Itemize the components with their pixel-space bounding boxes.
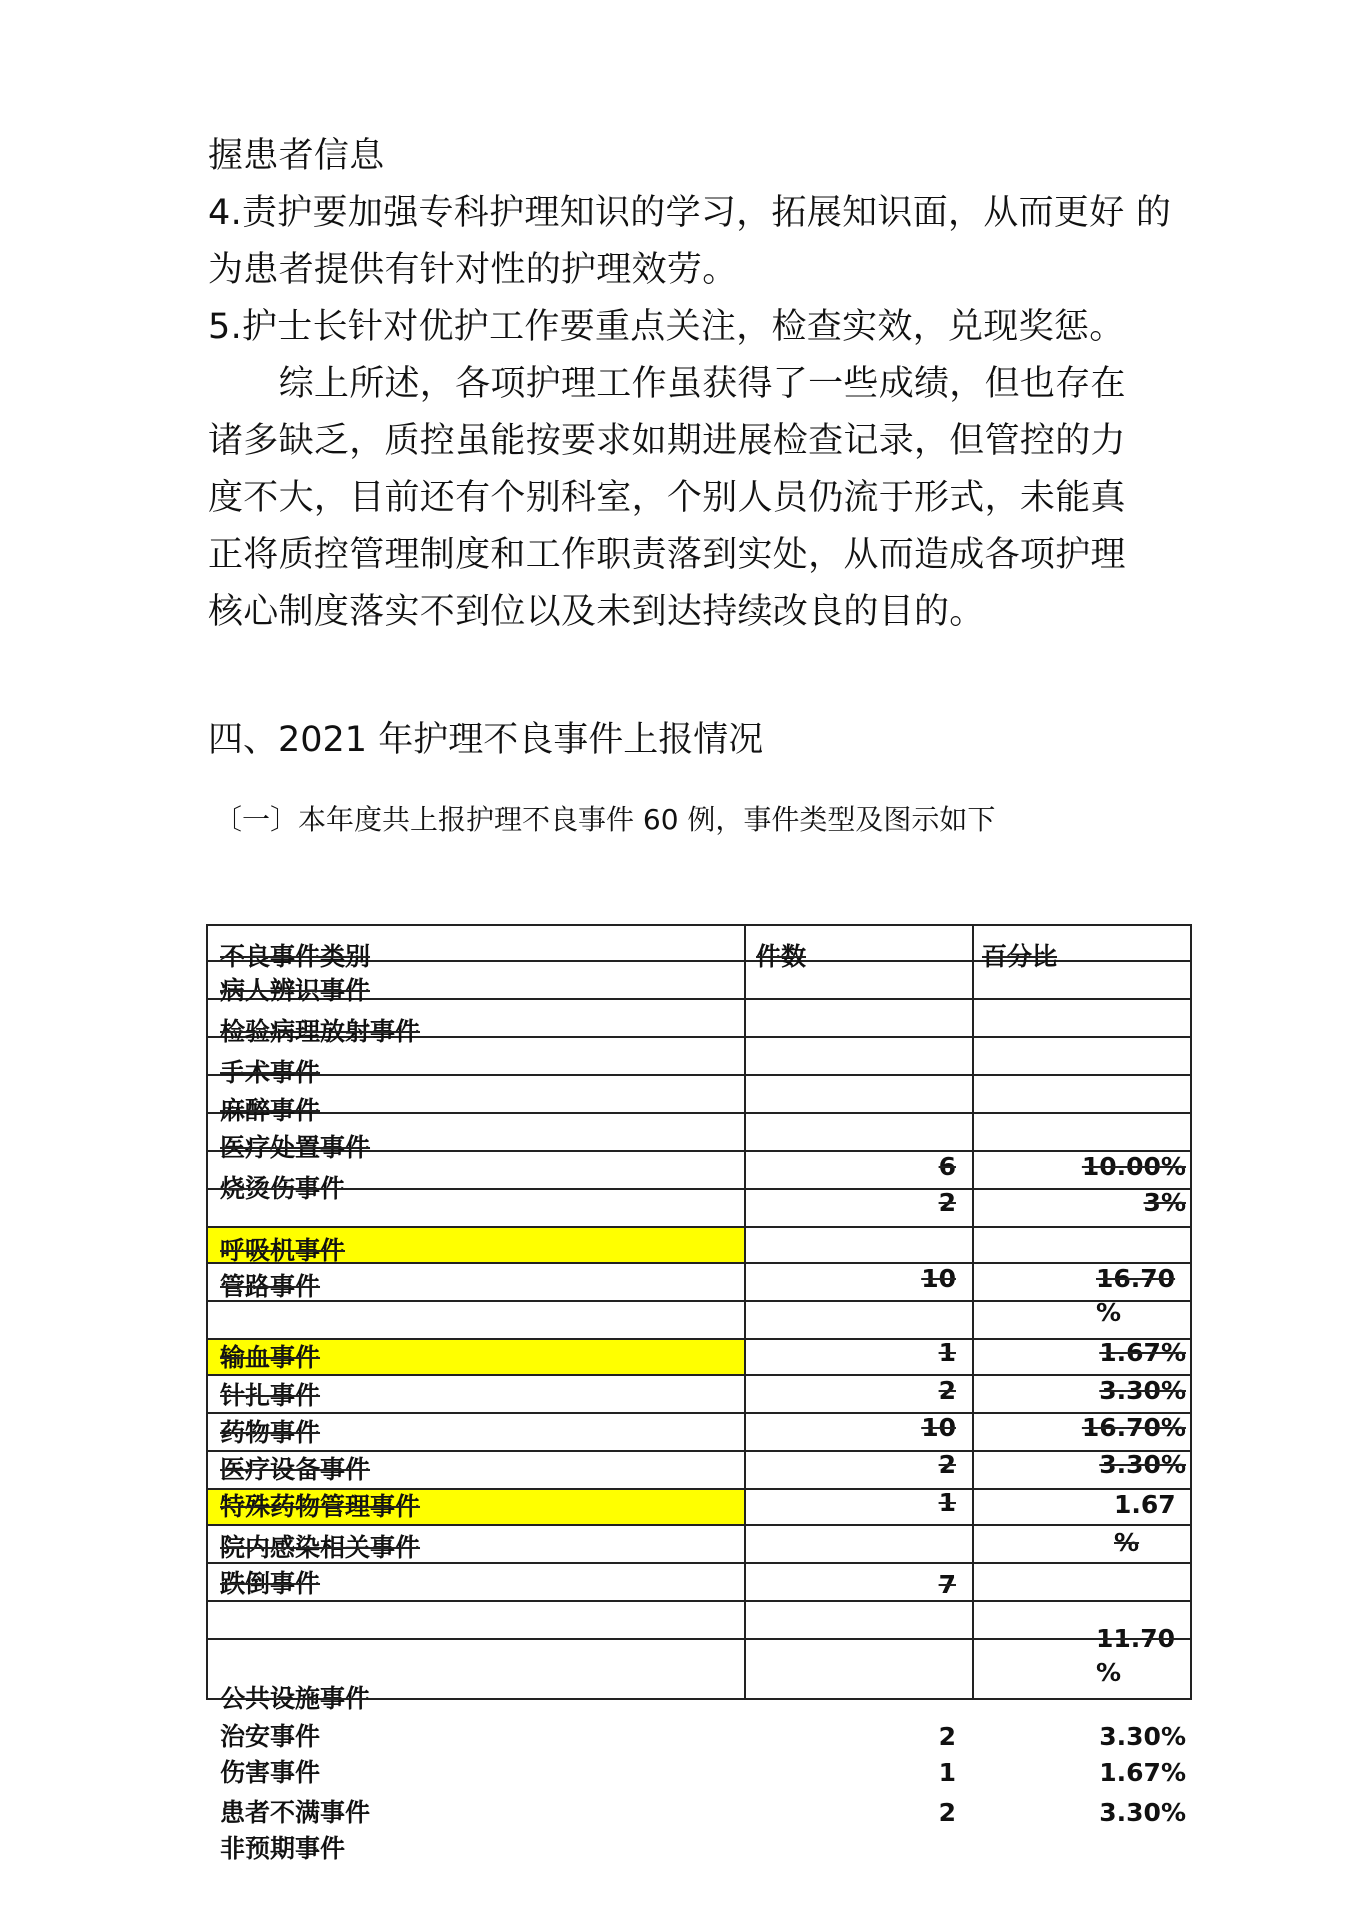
- count-cell: 2: [938, 1722, 956, 1751]
- row-rule: [208, 1112, 1190, 1114]
- body-line-9: 核心制度落实不到位以及未到达持续改良的目的。: [208, 592, 985, 632]
- category-cell: 非预期事件: [220, 1834, 346, 1863]
- category-cell: 呼吸机事件: [220, 1236, 346, 1265]
- category-cell: 药物事件: [220, 1418, 321, 1447]
- category-cell: 院内感染相关事件: [220, 1533, 421, 1562]
- col-divider-2: [972, 926, 974, 1698]
- category-cell: 特殊药物管理事件: [220, 1492, 421, 1521]
- category-cell: 麻醉事件: [220, 1096, 321, 1125]
- count-cell: 2: [938, 1450, 956, 1479]
- count-cell: 1: [938, 1338, 956, 1367]
- count-cell: 10: [921, 1264, 956, 1293]
- percent-cell: 3%: [1143, 1188, 1186, 1217]
- adverse-event-table: [206, 924, 1192, 1863]
- category-cell: 治安事件: [220, 1722, 321, 1751]
- count-cell: 2: [938, 1798, 956, 1827]
- row-rule: [208, 1524, 1190, 1526]
- percent-cell: 16.70: [1096, 1264, 1176, 1293]
- percent-cell: 1.67: [1114, 1490, 1176, 1519]
- body-line-5: 综上所述，各项护理工作虽获得了一些成绩，但也存在: [208, 364, 1126, 404]
- category-cell: 病人辨识事件: [220, 976, 371, 1005]
- percent-cell: 1.67%: [1099, 1338, 1186, 1367]
- count-cell: 6: [938, 1152, 956, 1181]
- row-rule: [208, 1638, 1190, 1640]
- category-cell: 输血事件: [220, 1343, 321, 1372]
- row-rule: [208, 1074, 1190, 1076]
- percent-cell: 11.70: [1096, 1624, 1176, 1653]
- body-line-8: 正将质控管理制度和工作职责落到实处，从而造成各项护理: [208, 535, 1126, 575]
- percent-cell: 1.67%: [1099, 1758, 1186, 1787]
- count-cell: 2: [938, 1188, 956, 1217]
- percent-cell: 16.70%: [1081, 1413, 1186, 1442]
- section-title: 四、2021 年护理不良事件上报情况: [208, 720, 764, 760]
- percent-cell: 3.30%: [1099, 1798, 1186, 1827]
- category-cell: 跌倒事件: [220, 1569, 321, 1598]
- percent-wrap: %: [1096, 1658, 1122, 1687]
- category-cell: 患者不满事件: [220, 1798, 371, 1827]
- row-rule: [208, 1226, 1190, 1228]
- count-cell: 1: [938, 1488, 956, 1517]
- percent-cell: 3.30%: [1099, 1722, 1186, 1751]
- header-count: 件数: [756, 942, 807, 971]
- body-line-2: 4.责护要加强专科护理知识的学习，拓展知识面，从而更好 的: [208, 193, 1172, 233]
- percent-cell: 10.00%: [1081, 1152, 1186, 1181]
- body-line-4: 5.护士长针对优护工作要重点关注，检查实效，兑现奖惩。: [208, 307, 1125, 347]
- category-cell: 烧烫伤事件: [220, 1174, 346, 1203]
- category-cell: 医疗设备事件: [220, 1455, 371, 1484]
- percent-wrap: %: [1114, 1528, 1140, 1557]
- percent-cell: 3.30%: [1099, 1450, 1186, 1479]
- body-line-1: 握患者信息: [208, 136, 385, 176]
- row-rule: [208, 1488, 1190, 1490]
- percent-wrap: %: [1096, 1298, 1122, 1327]
- header-category: 不良事件类别: [220, 942, 371, 971]
- count-cell: 10: [921, 1413, 956, 1442]
- row-rule: [208, 1300, 1190, 1302]
- body-line-7: 度不大，目前还有个别科室，个别人员仍流于形式，未能真: [208, 478, 1126, 518]
- row-rule: [208, 1262, 1190, 1264]
- category-cell: 手术事件: [220, 1058, 321, 1087]
- count-cell: 7: [938, 1570, 956, 1599]
- percent-cell: 3.30%: [1099, 1376, 1186, 1405]
- category-cell: 伤害事件: [220, 1758, 321, 1787]
- category-cell: 公共设施事件: [220, 1684, 371, 1713]
- count-cell: 2: [938, 1376, 956, 1405]
- row-rule: [208, 1600, 1190, 1602]
- body-line-6: 诸多缺乏，质控虽能按要求如期进展检查记录，但管控的力: [208, 421, 1126, 461]
- count-cell: 1: [938, 1758, 956, 1787]
- category-cell: 检验病理放射事件: [220, 1017, 421, 1046]
- category-cell: 医疗处置事件: [220, 1133, 371, 1162]
- sub-title: 〔一〕本年度共上报护理不良事件 60 例，事件类型及图示如下: [214, 803, 996, 836]
- col-divider-1: [744, 926, 746, 1698]
- category-cell: 针扎事件: [220, 1381, 321, 1410]
- category-cell: 管路事件: [220, 1272, 321, 1301]
- header-percent: 百分比: [982, 942, 1058, 971]
- body-line-3: 为患者提供有针对性的护理效劳。: [208, 250, 738, 290]
